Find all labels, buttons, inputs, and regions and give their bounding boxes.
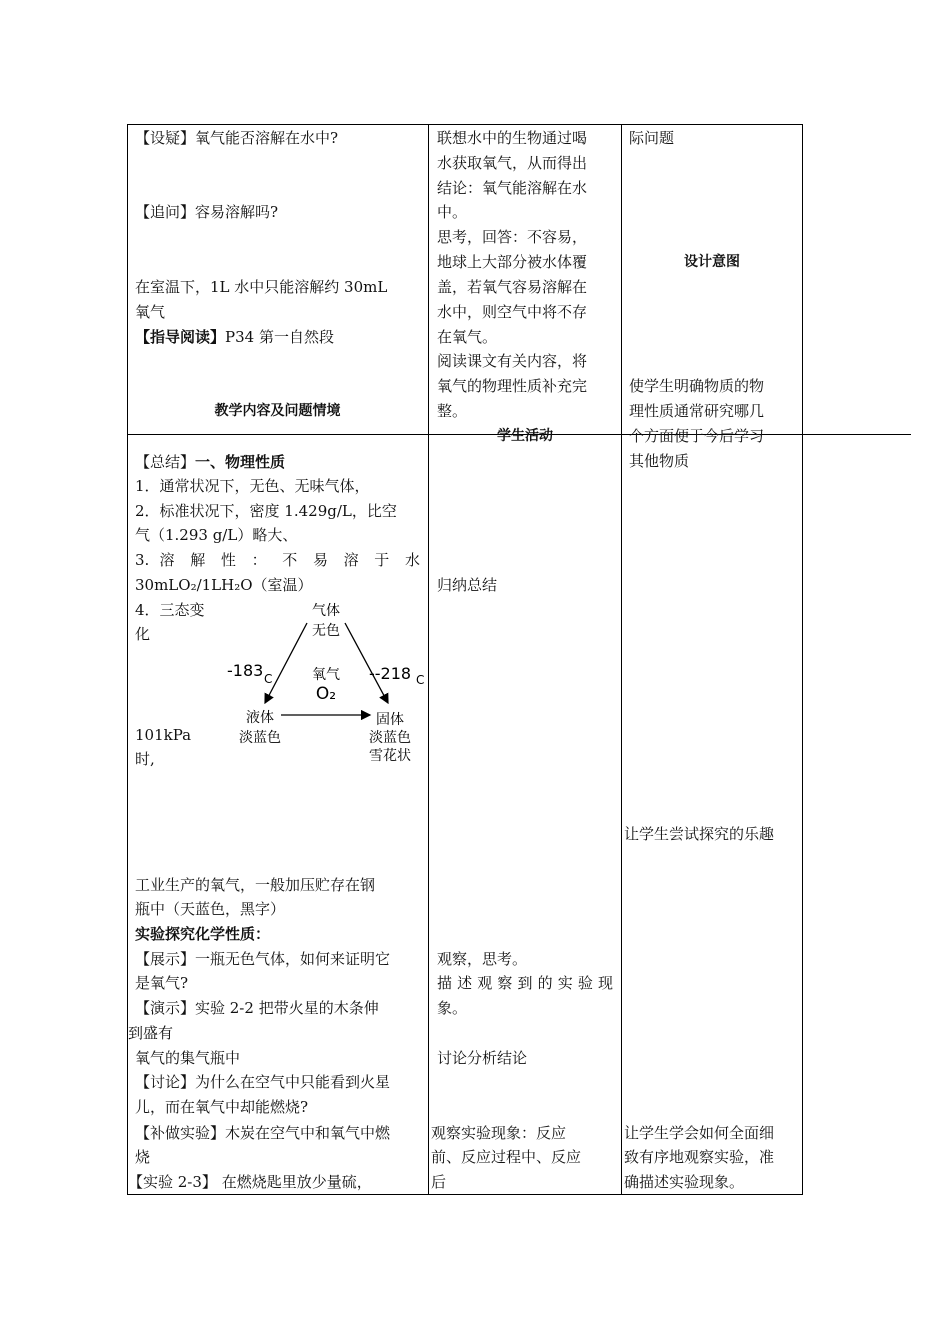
activity-observe: 观察，思考。 [437, 950, 528, 968]
activity-1-line-2: 水获取氧气，从而得出 [437, 154, 588, 172]
activity-discuss: 讨论分析结论 [437, 1049, 528, 1067]
activity-describe-line-1: 描述观察到的实验现 [437, 974, 613, 992]
oxygen-formula: O₂ [315, 684, 337, 704]
demo-line-1: 【演示】实验 2-2 把带火星的木条伸 [135, 999, 379, 1017]
show-line-1: 【展示】一瓶无色气体，如何来证明它 [135, 950, 391, 968]
intent-1-line-4: 其他物质 [629, 452, 690, 470]
solidification-temp: --218 [369, 664, 412, 683]
property-3-line-1: 3. 溶 解 性 ： 不 易 溶 于 水 [135, 551, 420, 569]
discuss-line-2: 儿，而在氧气中却能燃烧? [135, 1098, 309, 1116]
activity-describe-line-2: 象。 [437, 999, 468, 1017]
column-header-intent: 设计意图 [684, 254, 740, 270]
activity-2-line-1: 思考，回答：不容易， [437, 228, 588, 246]
show-line-2: 是氧气? [135, 974, 189, 992]
summary-heading: 【总结】一、物理性质 [135, 453, 286, 471]
solidification-temp-unit: C [416, 673, 425, 687]
solubility-line-2: 氧气 [135, 303, 166, 321]
activity-record-line-1: 观察实验现象：反应 [431, 1124, 567, 1142]
liquefaction-temp: -183 [227, 661, 264, 680]
gas-to-solid-arrow [345, 623, 388, 703]
activity-2-line-4: 水中，则空气中将不存 [437, 303, 588, 321]
solid-label: 固体 [376, 712, 404, 728]
property-3-line-2: 30mLO₂/1LH₂O（室温） [135, 576, 313, 594]
pressure-line-1: 101kPa [135, 726, 192, 744]
liquid-color-label: 淡蓝色 [239, 730, 281, 746]
intent-2: 让学生尝试探究的乐趣 [624, 825, 775, 843]
intent-1-line-2: 理性质通常研究哪几 [629, 402, 765, 420]
question-followup: 【追问】容易溶解吗? [135, 203, 279, 221]
gas-color-label: 无色 [312, 623, 340, 639]
gas-label: 气体 [312, 603, 340, 619]
intent-3-line-2: 致有序地观察实验，准 [624, 1148, 775, 1166]
column-header-activity: 学生活动 [497, 428, 553, 444]
liquid-label: 液体 [246, 710, 274, 726]
activity-3-line-3: 整。 [437, 402, 468, 420]
activity-2-line-3: 盖，若氧气容易溶解在 [437, 278, 588, 296]
intent-top-text: 际问题 [629, 129, 675, 147]
oxygen-label: 氧气 [312, 667, 340, 683]
question-doubt: 【设疑】氧气能否溶解在水中? [135, 129, 339, 147]
discuss-line-1: 【讨论】为什么在空气中只能看到火星 [135, 1073, 391, 1091]
extra-experiment-line-1: 【补做实验】木炭在空气中和氧气中燃 [135, 1124, 391, 1142]
intent-3-line-1: 让学生学会如何全面细 [624, 1124, 775, 1142]
activity-2-line-2: 地球上大部分被水体覆 [437, 253, 588, 271]
experiment-2-3: 【实验 2-3】 在燃烧匙里放少量硫， [128, 1173, 372, 1191]
activity-record-line-2: 前、反应过程中、反应 [431, 1148, 582, 1166]
property-2-line-2: 气（1.293 g/L）略大、 [135, 526, 298, 544]
intent-3-line-3: 确描述实验现象。 [624, 1173, 745, 1191]
industry-line-2: 瓶中（天蓝色，黑字） [135, 900, 286, 918]
activity-1-line-3: 结论：氧气能溶解在水 [437, 179, 588, 197]
guided-reading: 【指导阅读】P34 第一自然段 [135, 328, 334, 346]
activity-summary: 归纳总结 [437, 576, 498, 594]
solid-form-label: 雪花状 [369, 748, 411, 764]
intent-1-line-1: 使学生明确物质的物 [629, 377, 765, 395]
chemical-properties-heading: 实验探究化学性质： [135, 925, 271, 943]
extra-experiment-line-2: 烧 [135, 1148, 151, 1166]
property-2-line-1: 2．标准状况下，密度 1.429g/L，比空 [135, 502, 397, 520]
activity-1-line-4: 中。 [437, 203, 468, 221]
activity-3-line-1: 阅读课文有关内容，将 [437, 352, 588, 370]
activity-1-line-1: 联想水中的生物通过喝 [437, 129, 588, 147]
industry-line-1: 工业生产的氧气，一般加压贮存在钢 [135, 876, 376, 894]
property-4-line-1: 4．三态变 [135, 601, 205, 619]
liquefaction-temp-unit: C [264, 672, 273, 686]
intent-1-line-3: 个方面便于今后学习 [629, 427, 765, 445]
activity-2-line-5: 在氧气。 [437, 328, 498, 346]
activity-record-line-3: 后 [431, 1173, 447, 1191]
demo-line-3: 氧气的集气瓶中 [135, 1049, 241, 1067]
column-header-content: 教学内容及问题情境 [214, 403, 341, 419]
solubility-line-1: 在室温下，1L 水中只能溶解约 30mL [135, 278, 388, 296]
gas-to-liquid-arrow [265, 623, 307, 703]
demo-line-2: 到盛有 [128, 1024, 174, 1042]
property-4-line-2: 化 [135, 625, 151, 643]
pressure-line-2: 时, [135, 750, 155, 768]
phase-change-diagram [220, 598, 430, 778]
solid-color-label: 淡蓝色 [369, 730, 411, 746]
property-1: 1．通常状况下，无色、无味气体， [135, 477, 370, 495]
activity-3-line-2: 氧气的物理性质补充完 [437, 377, 588, 395]
column-divider-2 [621, 124, 622, 1195]
